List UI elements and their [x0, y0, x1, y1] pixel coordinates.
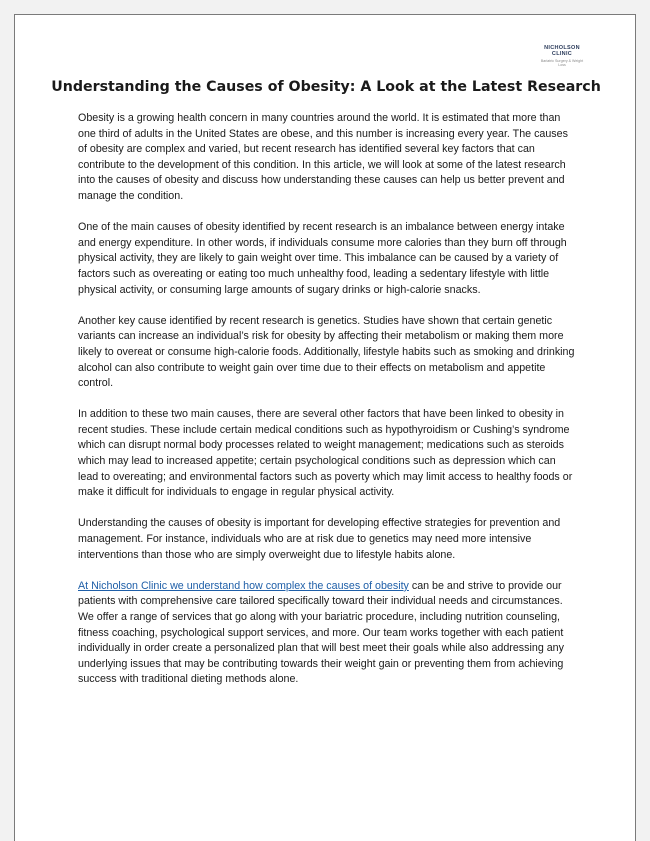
logo-tagline: Bariatric Surgery & Weight Loss [540, 58, 584, 67]
document-title: Understanding the Causes of Obesity: A Look at the Latest Research [51, 79, 601, 95]
paragraph-energy-imbalance: One of the main causes of obesity identified by recent research is an imbalance between energy intake and energy expenditure. In other words, if individuals consume more calories than they burn off through physical activity, they are likely to gain weight over time. This imbalance can be caused by a variety of factors such as overeating or eating too much unhealthy food, leading a sedentary lifestyle with little physical activity, or consuming large amounts of sugary drinks or high-calorie snacks. [78, 221, 567, 296]
paragraph-understanding: Understanding the causes of obesity is important for developing effective strategies for prevention and management. For instance, individuals who are at risk due to genetics may need more intensive interventions than those who are simply overweight due to lifestyle habits alone. [78, 517, 561, 561]
paragraph-closing [78, 579, 578, 688]
clinic-logo [537, 45, 587, 67]
document-body [78, 111, 578, 704]
paragraph-intro: Obesity is a growing health concern in many countries around the world. It is estimated that more than one third of adults in the United States are obese, and this number is increasing every year. The causes of obesity are complex and varied, but recent research has identified several key factors that can contribute to the development of this condition. In this article, we will look at some of the latest research into the causes of obesity and discuss how understanding these causes can help us better prevent and manage the condition. [78, 112, 568, 202]
nicholson-clinic-link[interactable]: At Nicholson Clinic we understand how complex the causes of obesity [78, 579, 409, 592]
paragraph-genetics: Another key cause identified by recent research is genetics. Studies have shown that certain genetic variants can increase an individual’s risk for obesity by affecting their metabolism or making them more likely to overeat or consume high-calorie foods. Additionally, lifestyle habits such as smoking and drinking alcohol can also contribute to weight gain over time due to their effects on metabolism and appetite control. [78, 314, 575, 390]
logo-name-line1: NICHOLSON [544, 45, 580, 51]
closing-text: can be and strive to provide our patients with comprehensive care tailored specifically toward their individual needs and circumstances. We offer a range of services that go along with your bariatric procedure, including nutrition counseling, fitness coaching, psychological support services, and more. Our team works together with each patient individually in order create a personalized plan that will best meet their goals while also addressing any underlying issues that may be contributing towards their weight gain or preventing them from achieving success with traditional dieting methods alone. [78, 579, 564, 686]
logo-name-line2: CLINIC [551, 51, 573, 58]
paragraph-other-factors: In addition to these two main causes, there are several other factors that have been linked to obesity in recent studies. These include certain medical conditions such as hypothyroidism or Cushing’s syndrome which can disrupt normal body processes related to weight management; medications such as steroids which may lead to increased appetite; certain psychological conditions such as depression which can lead to overeating; and environmental factors such as poverty which may limit access to healthy foods or make it difficult for individuals to engage in regular physical activity. [78, 408, 573, 499]
document-page [14, 14, 636, 841]
